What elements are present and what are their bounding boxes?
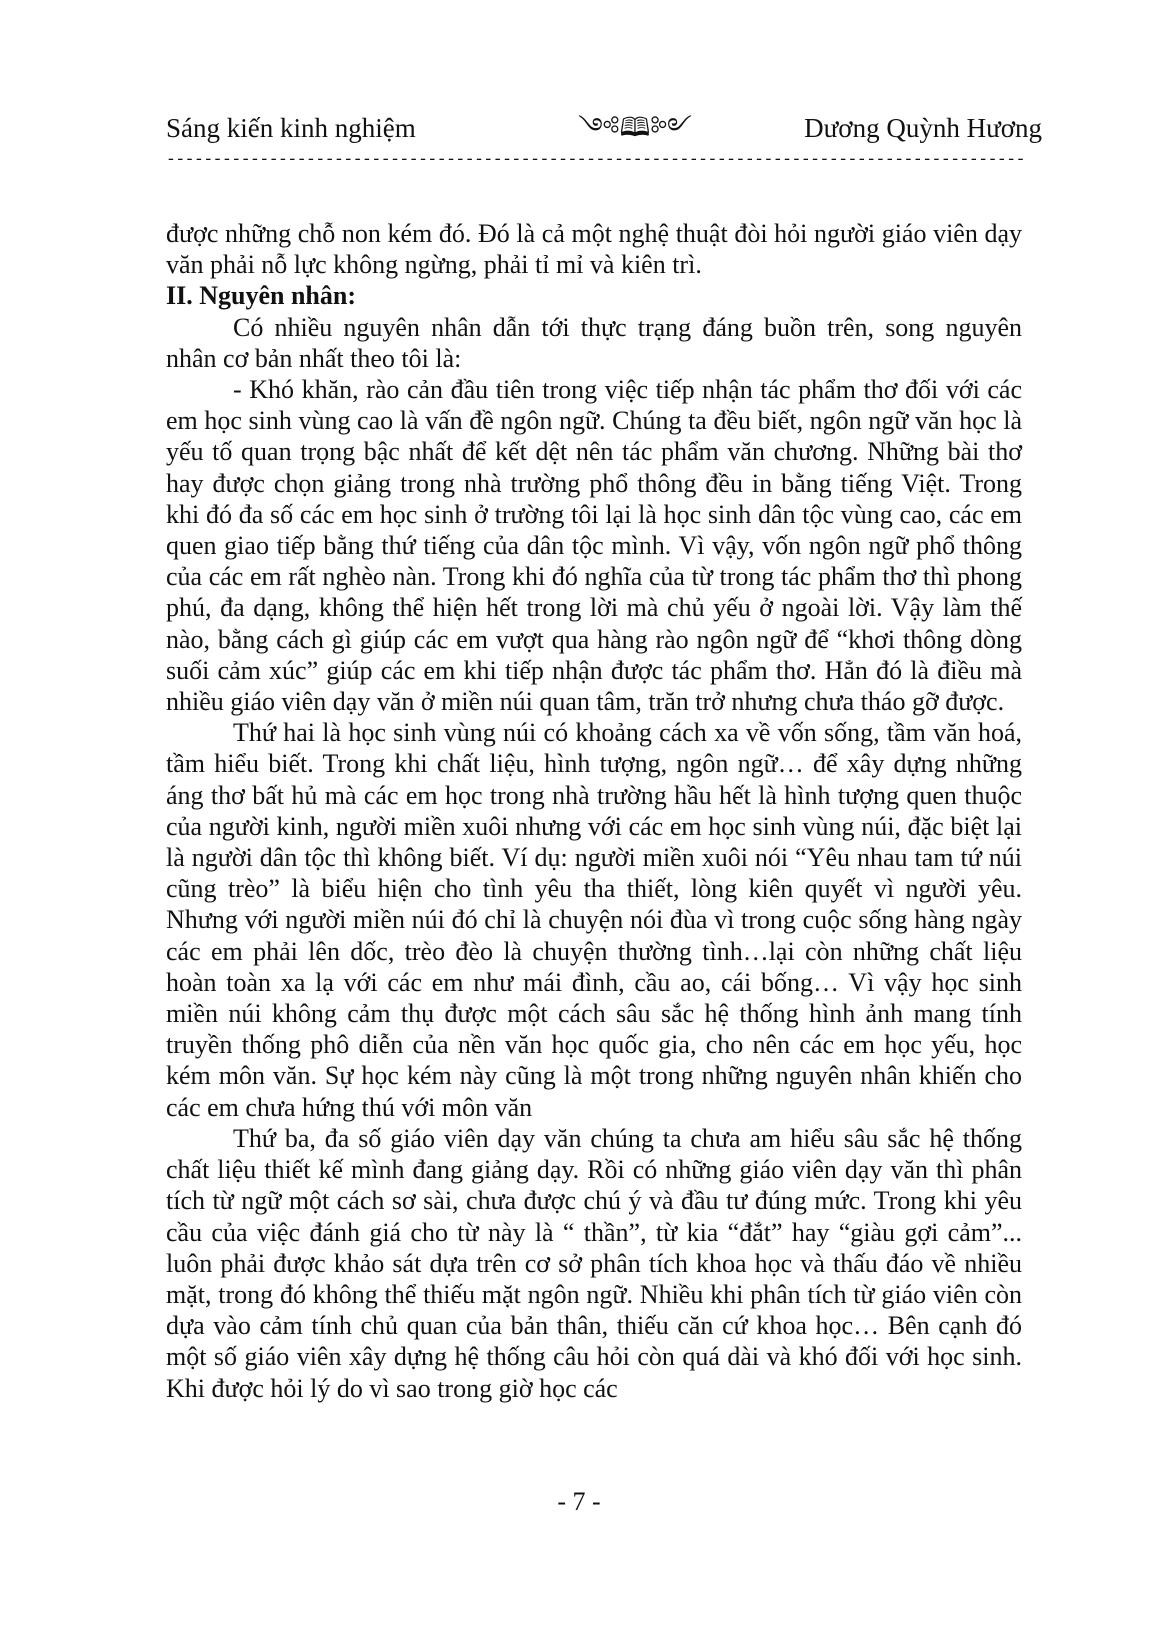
- page-number: - 7 -: [557, 1487, 601, 1516]
- page-header: [166, 108, 1042, 148]
- header-author: Dương Quỳnh Hương: [804, 113, 1042, 143]
- paragraph-language-barrier: - Khó khăn, rào cản đầu tiên trong việc tiếp nhận tác phẩm thơ đối với các em học sinh vùng cao là vấn đề ngôn ngữ. Chúng ta đều biết, ngôn ngữ văn học là yếu tố quan trọng bậc nhất để kết dệt nên tác phẩm văn chương. Những bài thơ hay được chọn giảng trong nhà trường phổ thông đều in bằng tiếng Việt. Trong khi đó đa số các em học sinh ở trường tôi lại là học sinh dân tộc vùng cao, các em quen giao tiếp bằng thứ tiếng của dân tộc mình. Vì vậy, vốn ngôn ngữ phổ thông của các em rất nghèo nàn. Trong khi đó nghĩa của từ trong tác phẩm thơ thì phong phú, đa dạng, không thể hiện hết trong lời mà chủ yếu ở ngoài lời. Vậy làm thế nào, bằng cách gì giúp các em vượt qua hàng rào ngôn ngữ để “khơi thông dòng suối cảm xúc” giúp các em khi tiếp nhận được tác phẩm thơ. Hẳn đó là điều mà nhiều giáo viên dạy văn ở miền núi quan tâm, trăn trở nhưng chưa tháo gỡ được.: [166, 375, 1022, 717]
- header-dashed-rule: --------------------------------------------------------------------------------------------: [166, 150, 1025, 169]
- paragraph-third-reason: Thứ ba, đa số giáo viên dạy văn chúng ta chưa am hiểu sâu sắc hệ thống chất liệu thiết kế mình đang giảng dạy. Rồi có những giáo viên dạy văn thì phân tích từ ngữ một cách sơ sài, chưa được chú ý và đầu tư đúng mức. Trong khi yêu cầu của việc đánh giá cho từ này là “ thần”, từ kia “đắt” hay “giàu gợi cảm”... luôn phải được khảo sát dựa trên cơ sở phân tích khoa học và thấu đáo về nhiều mặt, trong đó không thể thiếu mặt ngôn ngữ. Nhiều khi phân tích từ giáo viên còn dựa vào cảm tính chủ quan của bản thân, thiếu căn cứ khoa học… Bên cạnh đó một số giáo viên xây dựng hệ thống câu hỏi còn quá dài và khó đối với học sinh. Khi được hỏi lý do vì sao trong giờ học các: [166, 1123, 1022, 1403]
- section-heading: II. Nguyên nhân:: [166, 281, 357, 311]
- header-title: Sáng kiến kinh nghiệm: [166, 113, 416, 143]
- book-ornament-icon: ༺🕮༻: [578, 113, 692, 142]
- body-text: [166, 218, 1022, 1404]
- paragraph-continuation: được những chỗ non kém đó. Đó là cả một nghệ thuật đòi hỏi người giáo viên dạy văn phải nỗ lực không ngừng, phải tỉ mỉ và kiên trì.: [166, 219, 1022, 280]
- paragraph-intro: Có nhiều nguyên nhân dẫn tới thực trạng đáng buồn trên, song nguyên nhân cơ bản nhất theo tôi là:: [166, 312, 1022, 373]
- paragraph-second-reason: Thứ hai là học sinh vùng núi có khoảng cách xa về vốn sống, tầm văn hoá, tầm hiểu biết. Trong khi chất liệu, hình tượng, ngôn ngữ… để xây dựng những áng thơ bất hủ mà các em học trong nhà trường hầu hết là hình tượng quen thuộc của người kinh, người miền xuôi nhưng với các em học sinh vùng núi, đặc biệt lại là người dân tộc thì không biết. Ví dụ: người miền xuôi nói “Yêu nhau tam tứ núi cũng trèo” là biểu hiện cho tình yêu tha thiết, lòng kiên quyết vì người yêu. Nhưng với người miền núi đó chỉ là chuyện nói đùa vì trong cuộc sống hàng ngày các em phải lên dốc, trèo đèo là chuyện thường tình…lại còn những chất liệu hoàn toàn xa lạ với các em như mái đình, cầu ao, cái bống… Vì vậy học sinh miền núi không cảm thụ được một cách sâu sắc hệ thống hình ảnh mang tính truyền thống phô diễn của nền văn học quốc gia, cho nên các em học yếu, học kém môn văn. Sự học kém này cũng là một trong những nguyên nhân khiến cho các em chưa hứng thú với môn văn: [166, 718, 1022, 1122]
